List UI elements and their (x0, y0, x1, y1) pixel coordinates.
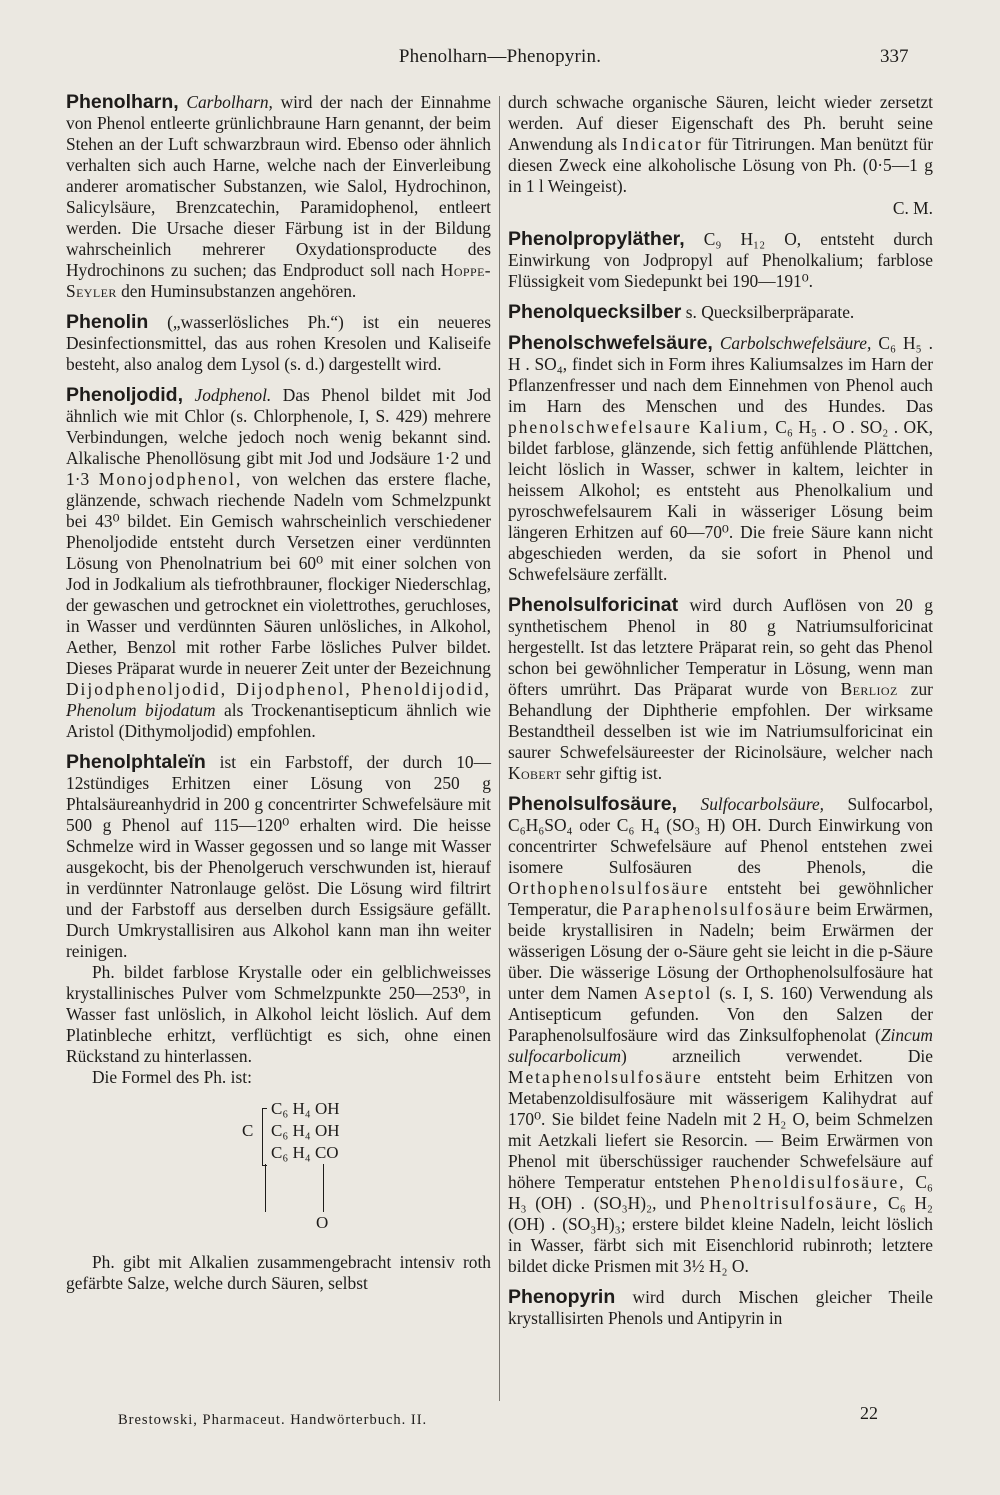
spaced-term: Phenoldisulfosäure, (729, 1172, 906, 1192)
entry-phenopyrin (508, 1287, 933, 1329)
author-name: Berlioz (840, 679, 898, 699)
entry-text: den Huminsubstanzen angehören. (121, 281, 357, 301)
author-name: Hoppe-Seyler (66, 260, 491, 301)
headword: Phenolharn, (66, 91, 179, 113)
entry-text: wird durch Auflösen von 20 g synthetischem Phenol in 80 g Natriumsulforicinat hergestellt. Ist das letztere Präparat rein, so geht das Phenol schon bei gewöhnlicher Temperatur in Lösung, wenn man öfters umrührt. Das Präparat wurde von (508, 595, 933, 699)
entry-phenolin (66, 312, 491, 375)
entry-text: von welchen das erstere flache, glänzende, schwach riechende Nadeln vom Schmelzpunkt bei 43⁰ bildet. Ein Gemisch wahrscheinlich verschiedener Phenoljodide entsteht durch Versetzen einer verdünnten Lösung von Phenolnatrium bei 60⁰ mit einer solchen von Jod in Jodkalium als tiefrothbrauner, flockiger Niederschlag, der gewaschen und getrocknet ein violettrothes, geruchloses, in Wasser und verdünnten Säuren unlösliches, in Alkohol, Aether, Benzol mit rother Farbe lösliches Pulver bildet. Dieses Präparat wurde in neuerer Zeit unter der Bezeichnung (66, 469, 491, 678)
entry-text: zur Behandlung der Diphtherie empfohlen. Der wirksame Bestandtheil desselben ist wie im Natriumsulforicinat ein saurer Schwefelsäureester der Ricinolsäure, welcher nach (508, 679, 933, 762)
entry-text: wird durch Mischen gleicher Theile krystallisirten Phenols und Antipyrin in (508, 1287, 933, 1328)
spaced-term: Metaphenolsulfosäure (508, 1067, 703, 1087)
page-number: 337 (880, 46, 909, 67)
entry-text: („wasserlösliches Ph.“) ist ein neueres Desinfectionsmittel, das aus rohen Kresolen und Kaliseife besteht, also analog dem Lysol (s. d.) dargestellt wird. (66, 312, 491, 374)
entry-phenolphtalein (66, 752, 491, 1294)
entry-phenolharn (66, 92, 491, 302)
column-divider (499, 96, 500, 1401)
entry-text: beim Erwärmen, beide krystallisiren in Nadeln; beim Erwärmen der wässerigen Lösung der o-Säure geht sie leicht in die p-Säure über. Die wässerige Lösung der Orthophenolsulfosäure hat unter dem Namen (508, 899, 933, 1003)
right-column (508, 92, 933, 1339)
author-signature: C. M. (892, 198, 933, 218)
entry-text: C₆ H₃ (OH) . (SO₃H)₂, und (508, 1172, 933, 1213)
entry-text: entsteht beim Erhitzen von Metabenzoldisulfosäure mit wässerigem Kalihydrat auf 170⁰. Sie bildet feine Nadeln mit 2 H₂ O, beim Schmelzen mit Aetzkali liefert sie Resorcin. — Beim Erwärmen von Phenol mit überschüssiger rauchender Schwefelsäure auf höhere Temperatur entstehen (508, 1067, 933, 1192)
entry-text: ist ein Farbstoff, der durch 10—12stündiges Erhitzen einer Lösung von 250 g Phtalsäureanhydrid in 200 g concentrirter Schwefelsäure mit 500 g Phenol auf 115—120⁰ erhalten wird. Die heisse Schmelze wird in Wasser gegossen und so lange mit Wasser ausgekocht, bis der Phenolgeruch verschwunden ist, hierauf in verdünnter Natronlauge gelöst. Die Lösung wird filtrirt und der Farbstoff aus derselben durch Essigsäure gefällt. Durch Umkrystallisiren aus Alkohol kann man ihn weiter reinigen. (66, 752, 491, 961)
formula-oxygen: O (316, 1213, 329, 1232)
entry-phenoljodid (66, 385, 491, 742)
formula-intro: Die Formel des Ph. ist: (92, 1067, 252, 1087)
spaced-term: Aseptol (644, 983, 713, 1003)
entry-text: C₆ H₂ (OH) . (SO₃H)₃; erstere bildet kleine Nadeln, leicht löslich in Wasser, färbt sich mit Eisenchlorid rubinroth; letztere bildet dicke Prismen mit 3½ H₂ O. (508, 1193, 933, 1276)
synonym: Carbolschwefelsäure, (719, 333, 872, 353)
synonym: Sulfocarbolsäure, (700, 794, 825, 814)
entry-text: C₉ H₁₂ O, entsteht durch Einwirkung von Jodpropyl auf Phenolkalium; farblose Flüssigkeit vom Siedepunkt bei 190—191⁰. (508, 229, 933, 291)
entry-phenolsulforicinat (508, 595, 933, 784)
entry-text: ) arzneilich verwendet. Die (621, 1046, 933, 1066)
entry-text: als Trockenantisepticum ähnlich wie Aristol (Dithymoljodid) empfohlen. (66, 700, 491, 741)
entry-text: C₆ H₅ . H . SO₄, findet sich in Form ihres Kaliumsalzes im Harn der Pflanzenfresser und nach dem Einnehmen von Phenol auch im Harn des Menschen und des Hundes. Das (508, 333, 933, 416)
entry-paragraph: Ph. gibt mit Alkalien zusammengebracht intensiv roth gefärbte Salze, welche durch Säuren, selbst (66, 1252, 491, 1293)
headword: Phenolsulfosäure, (508, 793, 678, 815)
headword: Phenolsulforicinat (508, 594, 679, 616)
entry-text: C₆ H₅ . O . SO₂ . OK, bildet farblose, glänzende, sich fettig anfühlende Plättchen, leicht löslich in Wasser, schwer in kaltem, leichter in heissem Alkohol; es entsteht aus Phenolkalium und pyroschwefelsaurem Kali in wässeriger Lösung beim längeren Erhitzen auf 60—70⁰. Die freie Säure kann nicht abgeschieden werden, da sie sofort in Phenol und Schwefelsäure zerfällt. (508, 417, 933, 584)
spaced-term: Indicator (621, 134, 703, 154)
headword: Phenolpropyläther, (508, 228, 685, 250)
headword: Phenopyrin (508, 1286, 616, 1308)
entry-phenolschwefelsaeure (508, 333, 933, 585)
left-column (66, 92, 491, 1304)
entry-phenolsulfosaeure (508, 794, 933, 1277)
entry-text: durch schwache organische Säuren, leicht wieder zersetzt werden. Auf dieser Eigenschaft des Ph. beruht seine Anwendung als (508, 92, 933, 154)
latin-name: Zincum sulfocarbolicum (508, 1025, 933, 1066)
formula-group: C₆ H₄ OH (271, 1099, 340, 1118)
headword: Phenolin (66, 311, 149, 333)
headword: Phenolschwefelsäure, (508, 332, 713, 354)
formula-bracket (262, 1108, 267, 1166)
spaced-term: Monojodphenol, (98, 469, 243, 489)
spaced-term: Dijodphenoljodid, Dijodphenol, Phenoldijodid, (66, 679, 491, 699)
formula-carbon: C (242, 1121, 254, 1140)
entry-text: Sulfocarbol, C₆H₆SO₄ oder C₆ H₄ (SO₃ H) OH. Durch Einwirkung von concentrirter Schwefelsäure auf Phenol entstehen zwei isomere Sulfosäuren des Phenols, die (508, 794, 933, 877)
spaced-term: phenolschwefelsaure Kalium, (508, 417, 770, 437)
headword: Phenolphtaleïn (66, 751, 206, 773)
entry-paragraph (66, 752, 491, 962)
spaced-term: Paraphenolsulfosäure (622, 899, 812, 919)
structural-formula (66, 1094, 491, 1244)
entry-text: entsteht bei gewöhnlicher Temperatur, die (508, 878, 933, 919)
author-name: Kobert (508, 763, 562, 783)
formula-group: C₆ H₄ CO (271, 1143, 339, 1162)
entry-text: sehr giftig ist. (565, 763, 663, 783)
spaced-term: Orthophenolsulfosäure (508, 878, 710, 898)
footer-source: Brestowski, Pharmaceut. Handwörterbuch. II. (118, 1412, 428, 1428)
entry-paragraph (508, 92, 933, 197)
formula-bond (265, 1164, 266, 1212)
running-head: Phenolharn—Phenopyrin. (398, 46, 602, 67)
synonym: Carbolharn, (186, 92, 273, 112)
entry-paragraph: Ph. bildet farblose Krystalle oder ein gelblichweisses krystallinisches Pulver vom Schmelzpunkte 250—253⁰, in Wasser fast unlöslich, in Alkohol leicht löslich. Auf dem Platinbleche erhitzt, verflüchtigt es sich, ohne einen Rückstand zu hinterlassen. (66, 962, 491, 1066)
spaced-term: Phenoltrisulfosäure, (699, 1193, 880, 1213)
formula-bond (323, 1164, 324, 1212)
entry-phenolquecksilber (508, 302, 933, 323)
latin-name: Phenolum bijodatum (66, 700, 216, 720)
entry-phenolpropylaether (508, 229, 933, 292)
headword: Phenolquecksilber (508, 301, 682, 323)
formula-group: C₆ H₄ OH (271, 1121, 340, 1140)
entry-text: Das Phenol bildet mit Jod ähnlich wie mit Chlor (s. Chlorphenole, I, S. 429) mehrere Verbindungen, welche jedoch noch wenig bekannt sind. Alkalische Phenollösung gibt mit Jod und Jodsäure 1·2 und 1·3 (66, 385, 491, 489)
entry-continuation (508, 92, 933, 219)
entry-text: (s. I, S. 160) Verwendung als Antisepticum gefunden. Von den Salzen der Paraphenolsulfosäure wird das Zinksulfophenolat ( (508, 983, 933, 1045)
synonym: Jodphenol. (194, 385, 272, 405)
entry-text: wird der nach der Einnahme von Phenol entleerte grünlichbraune Harn genannt, der beim Stehen an der Luft schwarzbraun wird. Ebenso oder ähnlich verhalten sich auch Harne, welche nach der Einverleibung anderer aromatischer Substanzen, wie Salol, Hydrochinon, Salicylsäure, Brenzcatechin, Paramidophenol, entleert werden. Die Ursache dieser Färbung ist in der Bildung wahrscheinlich mehrerer Oxydationsproducte des Hydrochinons zu suchen; das Endproduct soll nach (66, 92, 491, 280)
headword: Phenoljodid, (66, 384, 183, 406)
sheet-number: 22 (860, 1403, 878, 1423)
entry-text: für Titrirungen. Man benützt für diesen Zweck eine alkoholische Lösung von Ph. (0·5—1 g in 1 l Weingeist). (508, 134, 933, 196)
cross-reference: s. Quecksilberpräparate. (685, 302, 855, 322)
